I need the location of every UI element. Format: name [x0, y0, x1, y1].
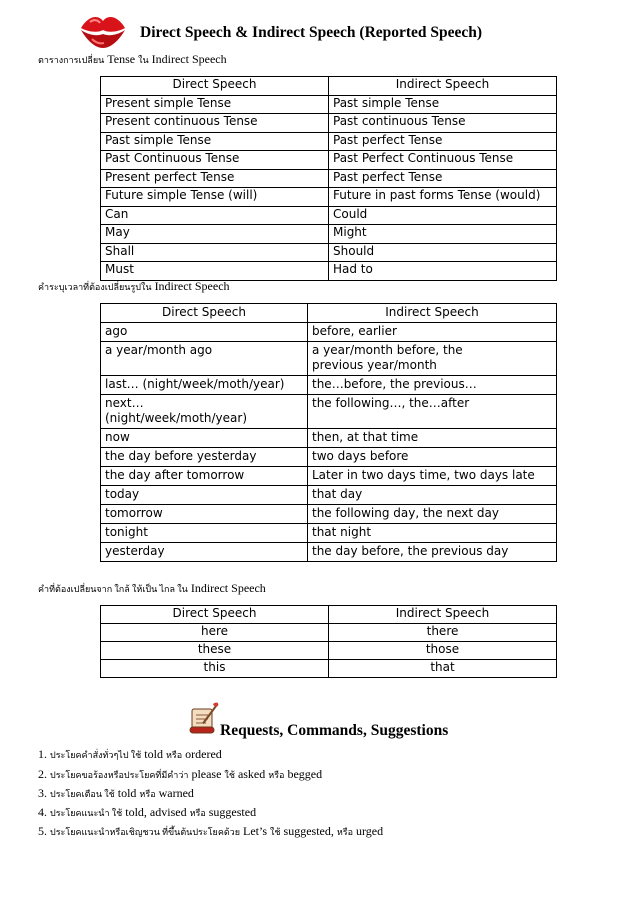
cell-direct: Can: [101, 206, 329, 225]
item-number: 3.: [38, 786, 47, 800]
item-english-word: told: [117, 786, 137, 800]
cell-direct: tonight: [101, 524, 308, 543]
table-row: [101, 395, 557, 429]
cell-direct: a year/month ago: [101, 342, 308, 376]
item-or-text: หรือ: [189, 808, 206, 818]
cell-indirect: Past perfect Tense: [329, 132, 557, 151]
item-english-word: suggested,: [283, 824, 334, 838]
table-row: [101, 132, 557, 151]
page-title: Direct Speech & Indirect Speech (Reported Speech): [140, 24, 483, 41]
list-item: [38, 786, 194, 801]
cell-indirect: Should: [329, 243, 557, 262]
item-number: 4.: [38, 805, 47, 819]
list-item: [38, 805, 256, 820]
item-or-text: หรือ: [165, 750, 183, 760]
cell-indirect: the following day, the next day: [308, 505, 557, 524]
list-item: [38, 767, 322, 782]
quill-scroll-icon: [188, 701, 220, 735]
item-thai-text: ประโยคเตือน ใช้: [50, 789, 115, 799]
column-header-direct: Direct Speech: [101, 77, 329, 96]
table-row: [101, 486, 557, 505]
column-header-indirect: Indirect Speech: [329, 77, 557, 96]
cell-indirect: two days before: [308, 448, 557, 467]
cell-indirect: that night: [308, 524, 557, 543]
cell-indirect: the following…, the…after: [308, 395, 557, 429]
time-expression-table: [100, 303, 557, 562]
cell-direct: tomorrow: [101, 505, 308, 524]
column-header-indirect: Indirect Speech: [329, 606, 557, 624]
cell-indirect: Past perfect Tense: [329, 169, 557, 188]
item-thai-text: ประโยคแนะนำหรือเชิญชวน ที่ขึ้นต้นประโยคด้วย: [50, 827, 241, 837]
cell-direct: now: [101, 429, 308, 448]
table-header-row: [101, 304, 557, 323]
section2-note-thai: คำระบุเวลาที่ต้องเปลี่ยนรูปใน: [38, 282, 152, 292]
cell-direct: Shall: [101, 243, 329, 262]
item-english-word: suggested: [208, 805, 257, 819]
item-english-word: warned: [158, 786, 194, 800]
cell-direct: Present continuous Tense: [101, 114, 329, 133]
cell-direct: Present simple Tense: [101, 95, 329, 114]
cell-direct: these: [101, 642, 329, 660]
section1-note-indirect: Indirect Speech: [151, 52, 227, 66]
cell-direct: today: [101, 486, 308, 505]
item-number: 5.: [38, 824, 47, 838]
cell-indirect: Had to: [329, 262, 557, 281]
cell-indirect: the day before, the previous day: [308, 543, 557, 562]
item-thai-connector: ใช้: [224, 770, 235, 780]
section3-note-thai: คำที่ต้องเปลี่ยนจาก ใกล้ ให้เป็น ไกล ใน: [38, 584, 188, 594]
cell-direct: this: [101, 660, 329, 678]
item-english-word: asked: [237, 767, 266, 781]
column-header-direct: Direct Speech: [101, 304, 308, 323]
cell-indirect: there: [329, 624, 557, 642]
cell-indirect: that: [329, 660, 557, 678]
table-row: [101, 624, 557, 642]
item-english-word: please: [191, 767, 222, 781]
table-row: [101, 243, 557, 262]
cell-direct: the day before yesterday: [101, 448, 308, 467]
section2-note-indirect: Indirect Speech: [154, 279, 230, 293]
table-row: [101, 114, 557, 133]
table-row: [101, 429, 557, 448]
table-row: [101, 467, 557, 486]
cell-direct: last… (night/week/moth/year): [101, 376, 308, 395]
cell-direct: Past simple Tense: [101, 132, 329, 151]
item-english-word: told: [144, 747, 163, 761]
list-item: [38, 747, 222, 762]
cell-direct: May: [101, 225, 329, 244]
table-row: [101, 505, 557, 524]
table-header-row: [101, 606, 557, 624]
table-row: [101, 151, 557, 170]
item-thai-text: ประโยคแนะนำ ใช้: [50, 808, 123, 818]
section3-note: [38, 581, 266, 596]
item-english-word: ordered: [185, 747, 222, 761]
table-header-row: [101, 77, 557, 96]
cell-direct: next… (night/week/moth/year): [101, 395, 308, 429]
cell-indirect: the…before, the previous…: [308, 376, 557, 395]
cell-direct: Present perfect Tense: [101, 169, 329, 188]
section1-note-thai: ตารางการเปลี่ยน: [38, 55, 105, 65]
item-or-text: หรือ: [336, 827, 354, 837]
item-number: 1.: [38, 747, 47, 761]
table-row: [101, 169, 557, 188]
cell-indirect: Future in past forms Tense (would): [329, 188, 557, 207]
tense-table: [100, 76, 557, 281]
table-row: [101, 95, 557, 114]
table-row: [101, 323, 557, 342]
cell-indirect: that day: [308, 486, 557, 505]
item-thai-text: ประโยคขอร้องหรือประโยคที่มีคำว่า: [50, 770, 189, 780]
item-thai-connector: ใช้: [270, 827, 281, 837]
table-row: [101, 524, 557, 543]
table-row: [101, 262, 557, 281]
item-number: 2.: [38, 767, 47, 781]
cell-direct: the day after tomorrow: [101, 467, 308, 486]
section-subheading: Requests, Commands, Suggestions: [220, 722, 449, 739]
cell-indirect: then, at that time: [308, 429, 557, 448]
cell-direct: Future simple Tense (will): [101, 188, 329, 207]
table-row: [101, 376, 557, 395]
cell-direct: Must: [101, 262, 329, 281]
table-row: [101, 188, 557, 207]
table-row: [101, 543, 557, 562]
item-english-word: begged: [287, 767, 323, 781]
table-row: [101, 660, 557, 678]
cell-indirect: Past continuous Tense: [329, 114, 557, 133]
section1-note-in: ใน: [138, 55, 149, 65]
item-or-text: หรือ: [139, 789, 156, 799]
table-row: [101, 225, 557, 244]
table-row: [101, 342, 557, 376]
item-thai-text: ประโยคคำสั่งทั่วๆไป ใช้: [50, 750, 142, 760]
section2-note: [38, 279, 230, 294]
item-english-word: urged: [356, 824, 384, 838]
cell-indirect: Past simple Tense: [329, 95, 557, 114]
cell-direct: Past Continuous Tense: [101, 151, 329, 170]
cell-indirect: Could: [329, 206, 557, 225]
item-or-text: หรือ: [268, 770, 285, 780]
section3-note-indirect: Indirect Speech: [190, 581, 266, 595]
cell-direct: here: [101, 624, 329, 642]
item-english-word: told, advised: [125, 805, 187, 819]
table-row: [101, 642, 557, 660]
table-row: [101, 206, 557, 225]
item-english-word: Let’s: [243, 824, 268, 838]
demonstrative-table: [100, 605, 557, 678]
cell-direct: ago: [101, 323, 308, 342]
section1-note-tense: Tense: [107, 52, 136, 66]
table-row: [101, 448, 557, 467]
section1-note: [38, 52, 227, 67]
cell-indirect: before, earlier: [308, 323, 557, 342]
cell-indirect: Past Perfect Continuous Tense: [329, 151, 557, 170]
list-item: [38, 824, 383, 839]
column-header-direct: Direct Speech: [101, 606, 329, 624]
cell-direct: yesterday: [101, 543, 308, 562]
lips-icon: [78, 12, 128, 50]
column-header-indirect: Indirect Speech: [308, 304, 557, 323]
cell-indirect: Later in two days time, two days late: [308, 467, 557, 486]
cell-indirect: a year/month before, the previous year/month: [308, 342, 557, 376]
cell-indirect: those: [329, 642, 557, 660]
cell-indirect: Might: [329, 225, 557, 244]
